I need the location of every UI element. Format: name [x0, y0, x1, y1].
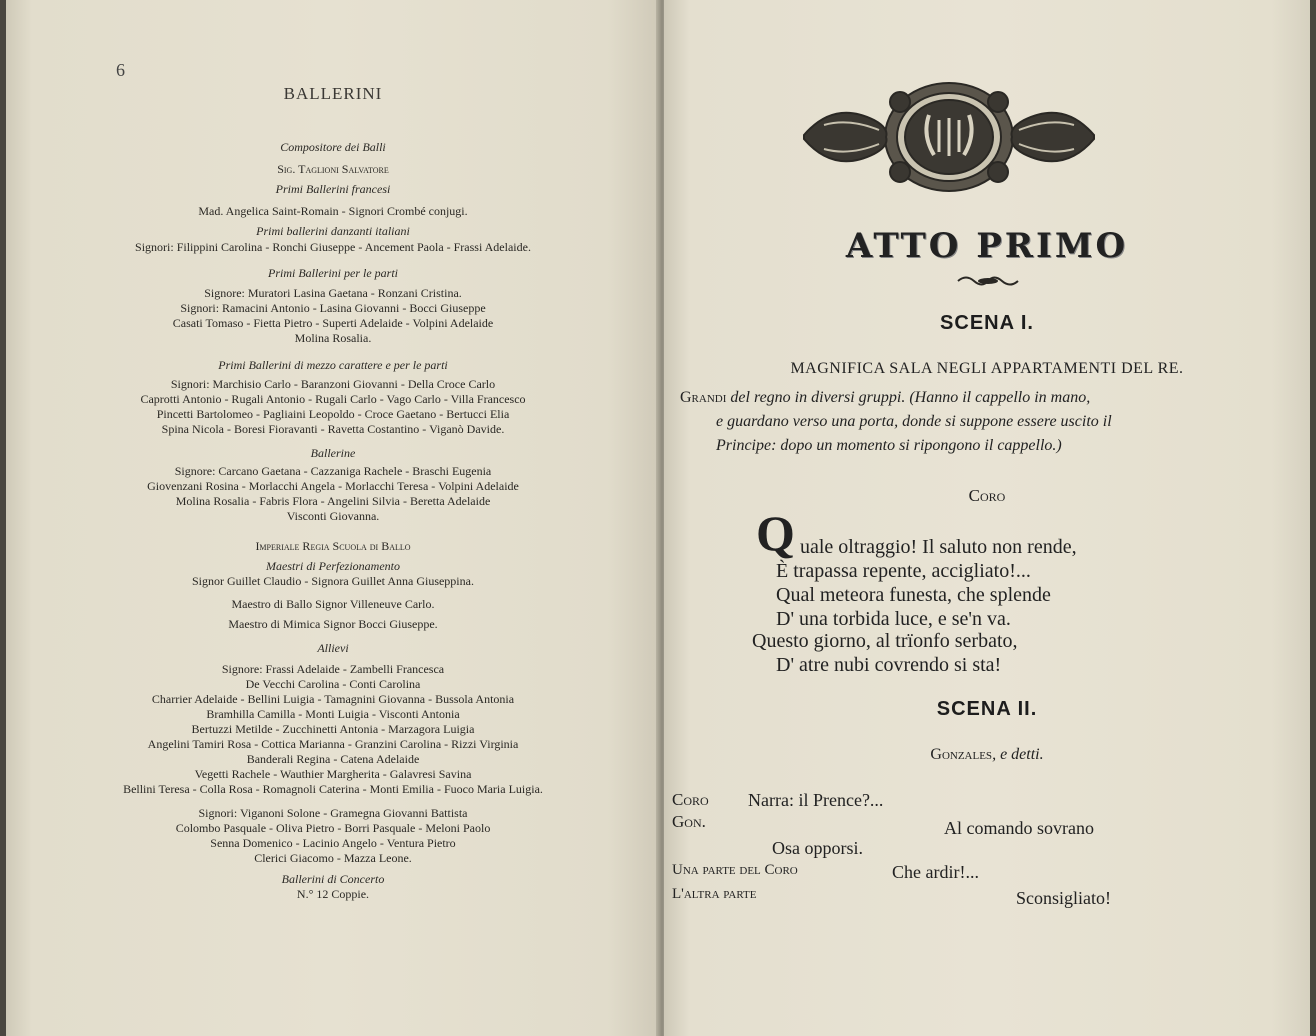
- ballerini-line: Bramhilla Camilla - Monti Luigia - Visconti Antonia: [206, 707, 460, 721]
- scene-setting: MAGNIFICA SALA NEGLI APPARTAMENTI DEL RE.: [790, 360, 1184, 377]
- character-name: Gonzales: [930, 746, 993, 763]
- ballerini-line: Primi Ballerini per le parti: [268, 266, 398, 280]
- line-una-parte: Che ardir!...: [892, 862, 979, 882]
- verse-line-2: È trapassa repente, accigliato!...: [776, 560, 1031, 582]
- drop-cap: Q: [756, 505, 795, 561]
- verse-line-6: D' atre nubi covrendo si sta!: [776, 654, 1002, 676]
- ballerini-line: Pincetti Bartolomeo - Pagliaini Leopoldo - Croce Gaetano - Bertucci Elia: [156, 407, 510, 421]
- ballerini-line: Clerici Giacomo - Mazza Leone.: [254, 851, 412, 865]
- ballerini-line: Ballerini di Concerto: [281, 872, 385, 886]
- ballerini-line: Signore: Frassi Adelaide - Zambelli Francesca: [221, 662, 445, 676]
- stage-direction-line-1: del regno in diversi gruppi. (Hanno il cappello in mano,: [730, 389, 1091, 406]
- ballerini-line: Signori: Ramacini Antonio - Lasina Giovanni - Bocci Giuseppe: [180, 301, 486, 315]
- ballerini-line: Sig. Taglioni Salvatore: [277, 162, 389, 176]
- ballerini-line: Signori: Marchisio Carlo - Baranzoni Giovanni - Della Croce Carlo: [170, 377, 496, 391]
- ballerini-line: Allievi: [317, 641, 349, 655]
- verse-line-3: Qual meteora funesta, che splende: [776, 584, 1051, 606]
- ballerini-line: Primi Ballerini di mezzo carattere e per le parti: [218, 358, 448, 372]
- ballerini-line: Giovenzani Rosina - Morlacchi Angela - Morlacchi Teresa - Volpini Adelaide: [147, 479, 519, 493]
- ballerini-line: Compositore dei Balli: [280, 140, 386, 154]
- ballerini-line: Signore: Carcano Gaetana - Cazzaniga Rachele - Braschi Eugenia: [174, 464, 492, 478]
- ballerini-line: Colombo Pasquale - Oliva Pietro - Borri Pasquale - Meloni Paolo: [175, 821, 491, 835]
- ballerini-line: Signore: Muratori Lasina Gaetana - Ronzani Cristina.: [204, 286, 462, 300]
- ballerini-line: Maestro di Ballo Signor Villeneuve Carlo.: [231, 597, 435, 611]
- ballerini-line: Imperiale Regia Scuola di Ballo: [255, 539, 411, 553]
- ballerini-line: Primi ballerini danzanti italiani: [256, 224, 410, 238]
- stage-direction-lead: Grandi: [680, 389, 727, 406]
- verse-line-5: Questo giorno, al trïonfo serbato,: [752, 630, 1018, 652]
- ballerini-line: Maestro di Mimica Signor Bocci Giuseppe.: [228, 617, 438, 631]
- character-rest: , e detti.: [992, 746, 1044, 763]
- ballerini-line: Angelini Tamiri Rosa - Cottica Marianna - Granzini Carolina - Rizzi Virginia: [147, 737, 519, 751]
- ballerini-line: Signor Guillet Claudio - Signora Guillet Anna Giuseppina.: [192, 574, 474, 588]
- ballerini-line: Senna Domenico - Lacinio Angelo - Ventura Pietro: [210, 836, 456, 850]
- ballerini-line: Banderali Regina - Catena Adelaide: [246, 752, 420, 766]
- scene-heading-2: SCENA II.: [936, 698, 1038, 720]
- ballerini-line: De Vecchi Carolina - Conti Carolina: [245, 677, 421, 691]
- ballerini-line: Ballerine: [310, 446, 356, 460]
- ballerini-line: Signori: Viganoni Solone - Gramegna Giovanni Battista: [198, 806, 468, 820]
- ballerini-line: Molina Rosalia - Fabris Flora - Angelini Silvia - Beretta Adelaide: [175, 494, 491, 508]
- ballerini-line: Primi Ballerini francesi: [275, 182, 391, 196]
- act-title: ATTO PRIMO: [845, 226, 1129, 266]
- page-number: 6: [116, 60, 125, 80]
- ballerini-line: Maestri di Perfezionamento: [266, 559, 400, 573]
- ballerini-line: Caprotti Antonio - Rugali Antonio - Rugali Carlo - Vago Carlo - Villa Francesco: [140, 392, 526, 406]
- line-coro: Narra: il Prence?...: [748, 790, 884, 810]
- ballerini-line: Vegetti Rachele - Wauthier Margherita - Galavresi Savina: [194, 767, 472, 781]
- right-page: [664, 0, 1310, 1036]
- ballerini-line: N.° 12 Coppie.: [296, 887, 370, 901]
- speaker-gon: Gon.: [672, 812, 706, 831]
- verse-line-1: uale oltraggio! Il saluto non rende,: [800, 536, 1077, 558]
- stage-direction-line-2: e guardano verso una porta, donde si suppone essere uscito il: [716, 413, 1112, 430]
- page-title: BALLERINI: [283, 84, 383, 103]
- ballerini-line: Casati Tomaso - Fietta Pietro - Superti Adelaide - Volpini Adelaide: [172, 316, 494, 330]
- ballerini-line: Bertuzzi Metilde - Zucchinetti Antonia - Marzagora Luigia: [191, 722, 475, 736]
- line-gon: Al comando sovrano: [944, 818, 1094, 838]
- stage-direction-line-3: Principe: dopo un momento si ripongono il cappello.): [716, 437, 1062, 454]
- ballerini-line: Mad. Angelica Saint-Romain - Signori Crombé conjugi.: [198, 204, 468, 218]
- speaker-una-parte: Una parte del Coro: [672, 862, 798, 878]
- scene-2-characters: [664, 746, 1310, 764]
- ballerini-line: Visconti Giovanna.: [286, 509, 380, 523]
- stage-direction: [680, 386, 1300, 458]
- lyre-ornament-icon: [794, 80, 1104, 198]
- speaker-coro: Coro: [672, 790, 709, 809]
- ballerini-line: Signori: Filippini Carolina - Ronchi Giuseppe - Ancement Paola - Frassi Adelaide.: [135, 240, 531, 254]
- line-gon-2: Osa opporsi.: [772, 838, 863, 858]
- speaker-altra-parte: L'altra parte: [672, 886, 757, 902]
- verse-line-4: D' una torbida luce, e se'n va.: [776, 608, 1011, 630]
- divider-flourish-icon: [954, 274, 1022, 288]
- line-altra-parte: Sconsigliato!: [1016, 888, 1111, 908]
- ballerini-line: Charrier Adelaide - Bellini Luigia - Tamagnini Giovanna - Bussola Antonia: [151, 692, 515, 706]
- scene-heading-1: SCENA I.: [940, 312, 1034, 334]
- chorus-label: Coro: [968, 486, 1006, 505]
- left-page: [6, 0, 660, 1036]
- ballerini-line: Molina Rosalia.: [294, 331, 372, 345]
- ballerini-line: Spina Nicola - Boresi Fioravanti - Ravetta Costantino - Viganò Davide.: [161, 422, 505, 436]
- ballerini-line: Bellini Teresa - Colla Rosa - Romagnoli Caterina - Monti Emilia - Fuoco Maria Luigia.: [123, 782, 543, 796]
